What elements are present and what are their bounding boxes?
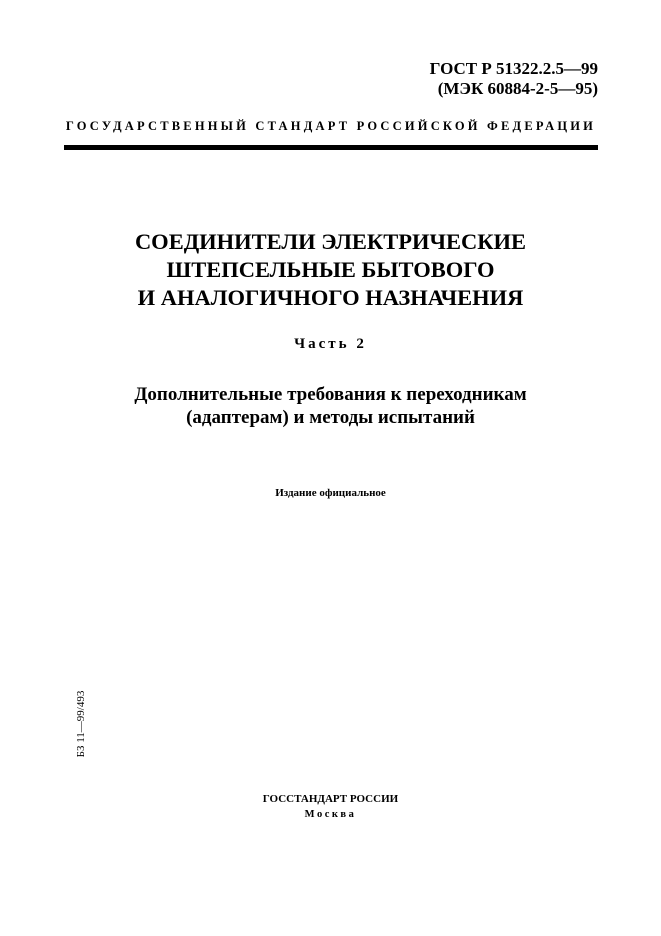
subtitle-line-1: Дополнительные требования к переходникам xyxy=(134,384,527,405)
edition-label: Издание официальное xyxy=(275,487,386,499)
standard-code: ГОСТ Р 51322.2.5—99 xyxy=(429,59,598,78)
title-line-3: И АНАЛОГИЧНОГО НАЗНАЧЕНИЯ xyxy=(137,285,524,310)
city: Москва xyxy=(304,809,357,820)
subtitle-line-2: (адаптерам) и методы испытаний xyxy=(186,407,475,428)
title-line-1: СОЕДИНИТЕЛИ ЭЛЕКТРИЧЕСКИЕ xyxy=(134,229,527,254)
side-code: БЗ 11—99/493 xyxy=(75,690,87,758)
title-line-2: ШТЕПСЕЛЬНЫЕ БЫТОВОГО xyxy=(166,257,495,282)
iec-code: (МЭК 60884-2-5—95) xyxy=(437,79,598,98)
national-standard-heading: ГОСУДАРСТВЕННЫЙ СТАНДАРТ РОССИЙСКОЙ ФЕДЕРАЦИИ xyxy=(65,119,597,133)
part-number: Часть 2 xyxy=(294,336,367,352)
publisher: ГОССТАНДАРТ РОССИИ xyxy=(262,793,399,805)
header-rule xyxy=(64,145,598,150)
